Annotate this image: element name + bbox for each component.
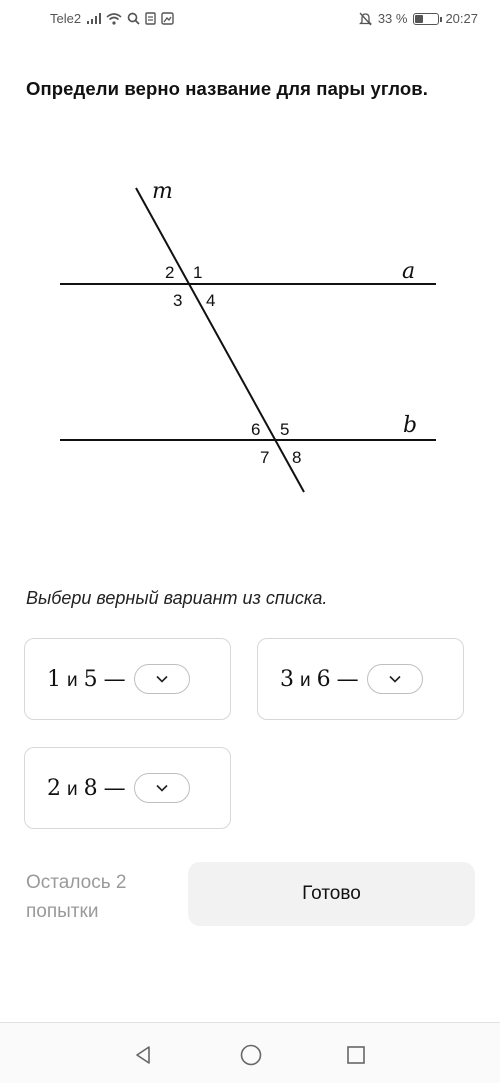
answer-dropdown-1-5[interactable] (134, 664, 190, 694)
answer-card-3-6 (257, 638, 464, 720)
answer-card-1-5 (24, 638, 231, 720)
carrier-name: Tele2 (50, 11, 82, 26)
angle-label-8: 8 (292, 448, 302, 467)
answer-card-2-8 (24, 747, 231, 829)
search-icon (127, 12, 140, 25)
home-button[interactable] (239, 1043, 263, 1067)
battery-icon (413, 13, 439, 25)
chevron-down-icon (389, 675, 401, 683)
answer-dropdown-3-6[interactable] (367, 664, 423, 694)
signal-icon (87, 13, 101, 24)
label-m: m (152, 179, 173, 204)
angle-label-6: 6 (251, 420, 261, 439)
battery-fill (415, 15, 423, 23)
angle-label-4: 4 (206, 291, 216, 310)
dash: — (336, 666, 359, 692)
angle-left: 1 (47, 666, 61, 692)
instruction-text: Выбери верный вариант из списка. (26, 588, 328, 608)
dash: — (103, 775, 126, 801)
conjunction: и (67, 778, 78, 800)
status-bar-left (50, 11, 174, 26)
recents-icon (346, 1045, 366, 1065)
done-button[interactable]: Готово (188, 862, 475, 926)
angle-label-5: 5 (280, 420, 290, 439)
angle-right: 8 (83, 775, 98, 801)
conjunction: и (67, 669, 78, 691)
angle-label-7: 7 (260, 448, 270, 467)
angles-diagram (0, 160, 500, 510)
home-icon (240, 1044, 262, 1066)
angle-label-3: 3 (173, 291, 183, 310)
angle-right: 6 (316, 666, 331, 692)
chevron-down-icon (156, 675, 168, 683)
system-nav-bar (0, 1022, 500, 1083)
status-bar (0, 0, 500, 38)
chevron-down-icon (156, 784, 168, 792)
label-a: a (402, 259, 416, 284)
label-b: b (403, 413, 418, 438)
recents-button[interactable] (344, 1043, 368, 1067)
pair-label (47, 776, 98, 801)
angle-label-2: 2 (165, 263, 175, 282)
status-bar-right (359, 11, 478, 26)
transversal-m (136, 188, 304, 492)
attempts-remaining: Осталось 2 попытки (26, 872, 127, 922)
battery-percent: 33 % (377, 11, 408, 26)
photo-icon (161, 12, 174, 25)
mute-icon (359, 12, 372, 26)
task-title: Определи верно название для пары углов. (26, 78, 428, 99)
pair-label (47, 667, 98, 692)
back-icon (134, 1045, 154, 1065)
dash: — (103, 666, 126, 692)
answer-dropdown-2-8[interactable] (134, 773, 190, 803)
angle-left: 2 (47, 775, 61, 801)
angle-right: 5 (83, 666, 98, 692)
back-button[interactable] (132, 1043, 156, 1067)
notification-icon (145, 12, 156, 25)
wifi-icon (106, 13, 122, 25)
angle-left: 3 (280, 666, 294, 692)
pair-label (280, 667, 331, 692)
conjunction: и (300, 669, 311, 691)
clock: 20:27 (445, 11, 478, 26)
angle-label-1: 1 (193, 263, 203, 282)
